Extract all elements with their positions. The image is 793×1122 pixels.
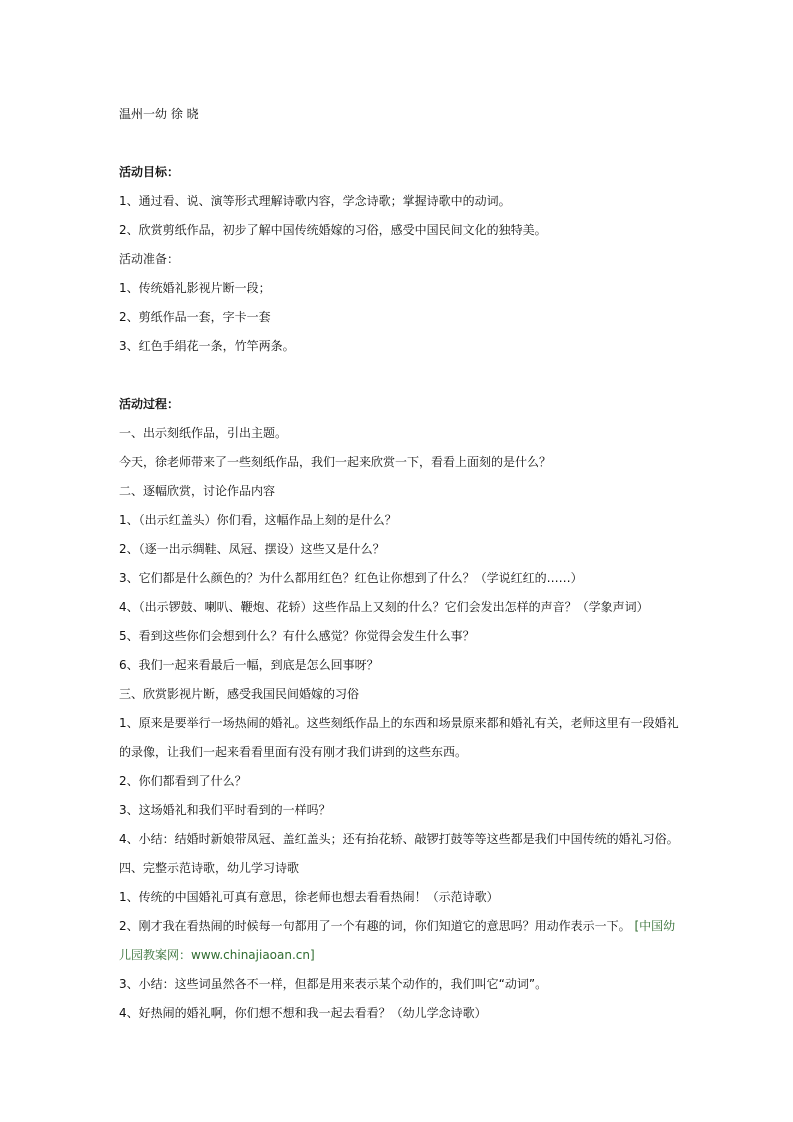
list-item: 3、小结：这些词虽然各不一样，但都是用来表示某个动作的，我们叫它“动词”。 xyxy=(119,977,548,991)
list-item: 3、这场婚礼和我们平时看到的一样吗？ xyxy=(119,803,331,817)
section-title: 三、欣赏影视片断，感受我国民间婚嫁的习俗 xyxy=(119,687,360,701)
list-item: 4、好热闹的婚礼啊，你们想不想和我一起去看看？（幼儿学念诗歌） xyxy=(119,1006,487,1020)
preparation-heading: 活动准备： xyxy=(119,252,180,266)
section-title: 四、完整示范诗歌，幼儿学习诗歌 xyxy=(119,861,300,875)
preparation-item: 2、剪纸作品一套，字卡一套 xyxy=(119,310,271,324)
list-item: 1、原来是要举行一场热闹的婚礼。这些刻纸作品上的东西和场景原来都和婚礼有关，老师这里有一段婚礼 xyxy=(119,716,679,730)
spacer xyxy=(119,129,689,158)
section-title: 二、逐幅欣赏，讨论作品内容 xyxy=(119,484,276,498)
goal-item: 1、通过看、说、演等形式理解诗歌内容，学念诗歌；掌握诗歌中的动词。 xyxy=(119,194,511,208)
goal-item: 2、欣赏剪纸作品，初步了解中国传统婚嫁的习俗，感受中国民间文化的独特美。 xyxy=(119,223,547,237)
author-line: 温州一幼 徐 晓 xyxy=(119,107,199,121)
list-item: 5、看到这些你们会想到什么？有什么感觉？你觉得会发生什么事？ xyxy=(119,629,475,643)
preparation-item: 3、红色手绢花一条，竹竿两条。 xyxy=(119,339,295,353)
list-item-continued xyxy=(119,941,689,970)
list-item: 1、（出示红盖头）你们看，这幅作品上刻的是什么？ xyxy=(119,513,397,527)
list-item xyxy=(119,912,689,941)
section-title: 一、出示刻纸作品，引出主题。 xyxy=(119,426,288,440)
list-item: 2、（逐一出示绸鞋、凤冠、摆设）这些又是什么？ xyxy=(119,542,385,556)
list-item: 4、小结：结婚时新娘带凤冠、盖红盖头；还有抬花轿、敲锣打鼓等等这些都是我们中国传统的婚礼习俗。 xyxy=(119,832,679,846)
list-item: 6、我们一起来看最后一幅，到底是怎么回事呀？ xyxy=(119,658,379,672)
source-link[interactable]: [中国幼 xyxy=(634,919,676,933)
list-item-text: 2、刚才我在看热闹的时候每一句都用了一个有趣的词，你们知道它的意思吗？用动作表示一下。 xyxy=(119,919,631,933)
list-item: 3、它们都是什么颜色的？为什么都用红色？红色让你想到了什么？（学说红红的……） xyxy=(119,571,583,585)
goals-heading: 活动目标： xyxy=(119,165,180,179)
section-text: 今天，徐老师带来了一些刻纸作品，我们一起来欣赏一下，看看上面刻的是什么？ xyxy=(119,455,552,469)
list-item: 2、你们都看到了什么？ xyxy=(119,774,247,788)
preparation-item: 1、传统婚礼影视片断一段； xyxy=(119,281,271,295)
list-item: 4、（出示锣鼓、喇叭、鞭炮、花轿）这些作品上又刻的什么？它们会发出怎样的声音？（学象声词） xyxy=(119,600,649,614)
document-page xyxy=(119,100,689,1028)
spacer xyxy=(119,361,689,390)
source-link[interactable]: 儿园教案网：www.chinajiaoan.cn] xyxy=(119,948,315,962)
list-item-continued: 的录像，让我们一起来看看里面有没有刚才我们讲到的这些东西。 xyxy=(119,745,468,759)
list-item: 1、传统的中国婚礼可真有意思，徐老师也想去看看热闹！（示范诗歌） xyxy=(119,890,499,904)
process-heading: 活动过程： xyxy=(119,397,180,411)
